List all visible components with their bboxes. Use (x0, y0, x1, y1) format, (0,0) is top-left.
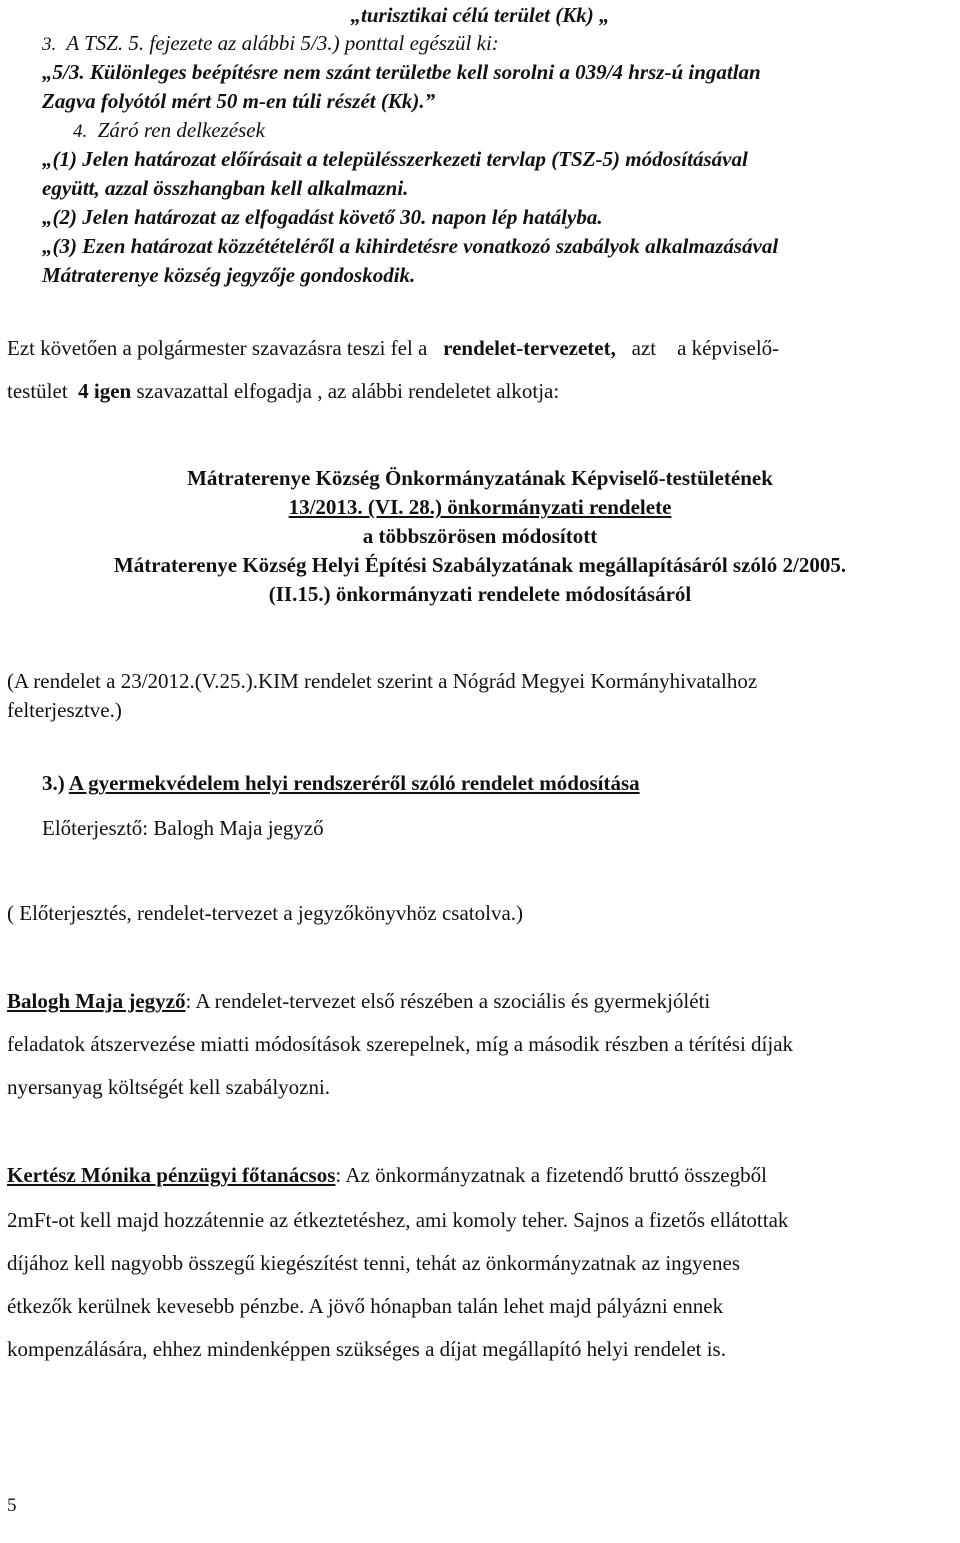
vote-text-rest: szavazattal elfogadja , az alábbi rendeletet alkotja: (136, 379, 560, 403)
balogh-statement-line2: feladatok átszervezése miatti módosítások szerepelnek, míg a második részben a térítési díjak (7, 1032, 794, 1056)
balogh-statement-line1 (7, 988, 953, 1014)
kertesz-statement-line1 (7, 1162, 953, 1188)
kertesz-statement-line5: kompenzálására, ehhez mindenképpen szükséges a díjat megállapító helyi rendelet is. (7, 1337, 726, 1361)
heading-tourist-area: „turisztikai célú terület (Kk) „ (350, 3, 610, 27)
list-item-4-number: 4. (73, 121, 88, 142)
section-3-title: A gyermekvédelem helyi rendszeréről szóló rendelet módosítása (68, 771, 640, 795)
closing-provision-1-line2: együtt, azzal összhangban kell alkalmazni. (42, 176, 409, 200)
section-3-heading (42, 770, 953, 796)
vote-paragraph-line2 (7, 378, 953, 404)
decree-number: 13/2013. (VI. 28.) önkormányzati rendelete (288, 495, 672, 519)
decree-title-1: Mátraterenye Község Önkormányzatának Képviselő-testületének (187, 466, 773, 490)
vote-text-c: azt (631, 336, 657, 360)
kertesz-text-1: : Az önkormányzatnak a fizetendő bruttó összegből (335, 1163, 767, 1187)
closing-provision-3-line1: „(3) Ezen határozat közzétételéről a kihirdetésre vonatkozó szabályok alkalmazásával (42, 234, 779, 258)
closing-provision-3-line2: Mátraterenye község jegyzője gondoskodik. (42, 263, 416, 287)
speaker-balogh: Balogh Maja jegyző (7, 989, 186, 1013)
paragraph-5-3-text-1: „5/3. Különleges beépítésre nem szánt területbe kell sorolni a 039/4 hrsz-ú ingatlan (42, 60, 761, 84)
list-item-3 (42, 30, 953, 58)
decree-title-2 (0, 494, 960, 520)
vote-text-d: a képviselő- (677, 336, 780, 360)
paragraph-5-3-line2: Zagva folyótól mért 50 m-en túli részét (Kk).” (42, 89, 436, 113)
speaker-kertesz: Kertész Mónika pénzügyi főtanácsos (7, 1163, 336, 1187)
page-number: 5 (7, 1495, 17, 1516)
kertesz-statement-line2: 2mFt-ot kell majd hozzátennie az étkeztetéshez, ami komoly teher. Sajnos a fizetős ellátottak (7, 1208, 789, 1232)
closing-provision-1-line1: „(1) Jelen határozat előírásait a településszerkezeti tervlap (TSZ-5) módosításával (42, 147, 748, 171)
kertesz-statement-line4: étkezők kerülnek kevesebb pénzbe. A jövő hónapban talán lehet majd pályázni ennek (7, 1294, 724, 1318)
kertesz-statement-line3: díjához kell nagyobb összegű kiegészítést tenni, tehát az önkormányzatnak az ingyenes (7, 1251, 741, 1275)
balogh-text-1: : A rendelet-tervezet első részében a szociális és gyermekjóléti (185, 989, 711, 1013)
section-3-number: 3.) (42, 771, 65, 795)
vote-text-a: Ezt követően a polgármester szavazásra teszi fel a (7, 336, 428, 360)
submission-note-line2: felterjesztve.) (7, 698, 122, 722)
submission-note-line1: (A rendelet a 23/2012.(V.25.).KIM rendelet szerint a Nógrád Megyei Kormányhivatalhoz (7, 669, 758, 693)
attachment-note: ( Előterjesztés, rendelet-tervezet a jegyzőkönyvhöz csatolva.) (7, 901, 524, 925)
list-item-3-text: A TSZ. 5. fejezete az alábbi 5/3.) ponttal egészül ki: (66, 31, 499, 55)
presenter: Előterjesztő: Balogh Maja jegyző (42, 816, 324, 840)
decree-title-5: (II.15.) önkormányzati rendelete módosításáról (268, 582, 692, 606)
vote-text-draft: rendelet-tervezetet, (443, 336, 616, 360)
decree-title-4: Mátraterenye Község Helyi Építési Szabályzatának megállapításáról szóló 2/2005. (113, 553, 847, 577)
balogh-statement-line3: nyersanyag költségét kell szabályozni. (7, 1075, 331, 1099)
list-item-4-text: Záró ren delkezések (97, 118, 265, 142)
list-item-4 (73, 117, 953, 145)
vote-count: 4 igen (78, 379, 132, 403)
closing-provision-2: „(2) Jelen határozat az elfogadást követő 30. napon lép hatályba. (42, 205, 603, 229)
vote-text-testulet: testület (7, 379, 68, 403)
decree-title-3: a többszörösen módosított (362, 524, 598, 548)
vote-paragraph-line1 (7, 335, 953, 361)
list-item-3-number: 3. (42, 34, 57, 55)
paragraph-5-3-line1 (42, 59, 953, 85)
